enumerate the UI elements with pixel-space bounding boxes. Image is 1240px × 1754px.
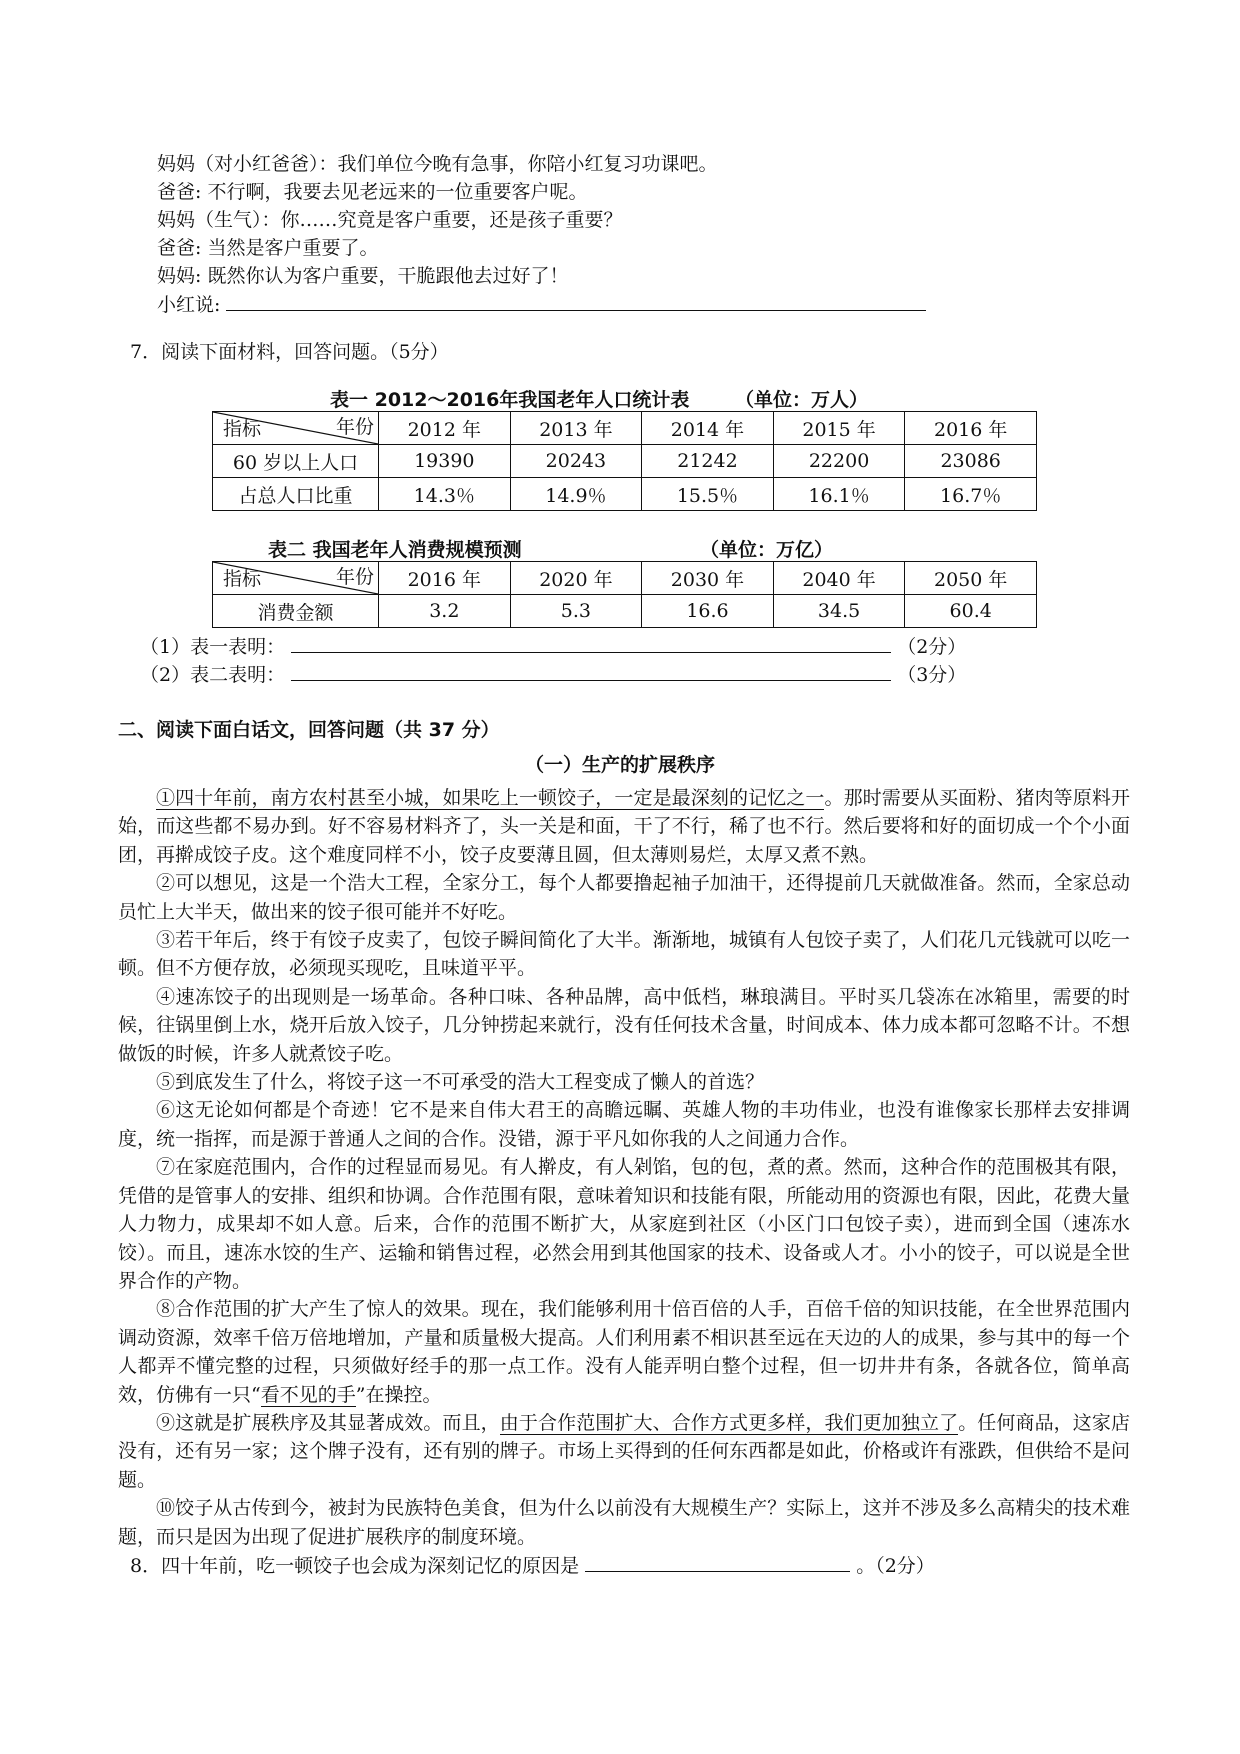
dialogue-line-4: 爸爸: 当然是客户重要了。 (157, 237, 379, 259)
table-cell: 60.4 (905, 595, 1037, 628)
paragraph-1-rest: 。那时需要从买面粉、猪肉等原料开始，而这些都不易办到。好不容易材料齐了，头一关是和面，干了不行，稀了也不行。然后要将和好的面切成一个个小面团，再擀成饺子皮。这个难度同样不小，饺子皮要薄且圆，但太薄则易烂，太厚又煮不熟。 (118, 787, 1130, 866)
table-cell: 14.9％ (510, 478, 642, 511)
table-cell: 19390 (379, 445, 511, 478)
paragraph-8 (118, 1295, 1130, 1409)
table1-year-cell: 2013 年 (510, 412, 642, 445)
article-title: （一）生产的扩展秩序 (524, 754, 715, 776)
dialogue-answer-line (157, 290, 926, 319)
q8-prefix: 8．四十年前，吃一顿饺子也会成为深刻记忆的原因是 (130, 1554, 580, 1577)
table-cell: 16.7％ (905, 478, 1037, 511)
q8-suffix: 。（2分） (856, 1554, 935, 1577)
q7-sub2-prefix: （2）表二表明： (140, 664, 286, 686)
table-cell: 5.3 (510, 595, 642, 628)
table1-year-cell: 2015 年 (773, 412, 905, 445)
table1-title: 表一 2012～2016年我国老年人口统计表 (330, 389, 690, 411)
q8 (130, 1551, 1130, 1580)
dialogue-answer-prefix: 小红说: (157, 294, 221, 316)
table-cell: 21242 (642, 445, 774, 478)
paragraph-2: ②可以想见，这是一个浩大工程，全家分工，每个人都要撸起袖子加油干，还得提前几天就做准备。然而，全家总动员忙上大半天，做出来的饺子很可能并不好吃。 (118, 872, 1130, 923)
table2-row-label: 消费金额 (213, 595, 379, 628)
paragraph-10: ⑩饺子从古传到今，被封为民族特色美食，但为什么以前没有大规模生产？实际上，这并不涉及多么高精尖的技术难题，而只是因为出现了促进扩展秩序的制度环境。 (118, 1497, 1130, 1548)
table1-corner-right: 年份 (335, 416, 374, 438)
paragraph-4: ④速冻饺子的出现则是一场革命。各种口味、各种品牌，高中低档，琳琅满目。平时买几袋冻在冰箱里，需要的时候，往锅里倒上水，烧开后放入饺子，几分钟捞起来就行，没有任何技术含量，时间成本、体力成本都可忽略不计。不想做饭的时候，许多人就煮饺子吃。 (118, 985, 1130, 1065)
paragraph-6: ⑥这无论如何都是个奇迹！它不是来自伟大君王的高瞻远瞩、英雄人物的丰功伟业，也没有谁像家长那样去安排调度，统一指挥，而是源于普通人之间的合作。没错，源于平凡如你我的人之间通力合作。 (118, 1099, 1130, 1150)
dialogue-line-3: 妈妈（生气）：你……究竟是客户重要，还是孩子重要？ (157, 209, 623, 231)
table2 (212, 561, 1037, 628)
table1-year-cell: 2014 年 (642, 412, 774, 445)
q8-blank[interactable] (585, 1551, 850, 1572)
q7-sub1-prefix: （1）表一表明： (140, 636, 286, 658)
dialogue-answer-blank[interactable] (226, 290, 926, 311)
table1-row-label: 占总人口比重 (213, 478, 379, 511)
section2-heading: 二、阅读下面白话文，回答问题（共 37 分） (118, 719, 500, 741)
table2-corner-right: 年份 (335, 566, 374, 588)
table-row (213, 445, 1037, 478)
q7-sub1 (140, 632, 966, 661)
table1-corner-cell (213, 412, 379, 445)
table2-corner-left: 指标 (223, 568, 262, 590)
paragraph-3: ③若干年后，终于有饺子皮卖了，包饺子瞬间简化了大半。渐渐地，城镇有人包饺子卖了，人们花几元钱就可以吃一顿。但不方便存放，必须现买现吃，且味道平平。 (118, 929, 1130, 980)
table2-corner-cell (213, 562, 379, 595)
q7-sub1-blank[interactable] (291, 632, 891, 653)
paragraph-5: ⑤到底发生了什么，将饺子这一不可承受的浩大工程变成了懒人的首选？ (156, 1071, 765, 1094)
dialogue-line-2: 爸爸: 不行啊，我要去见老远来的一位重要客户呢。 (157, 181, 588, 203)
table1-corner-left: 指标 (223, 418, 262, 440)
q7-sub2 (140, 660, 966, 689)
dialogue-line-1: 妈妈（对小红爸爸）：我们单位今晚有急事，你陪小红复习功课吧。 (157, 153, 718, 175)
q7-sub2-score: （3分） (897, 664, 967, 686)
table2-year-cell: 2030 年 (642, 562, 774, 595)
table1-year-cell: 2012 年 (379, 412, 511, 445)
q7-stem: 7．阅读下面材料，回答问题。（5分） (130, 341, 449, 363)
paragraph-9-part-b: 。任何商品，这家店没有，还有另一家；这个牌子没有，还有别的牌子。市场上买得到的任何东西都是如此，价格或许有涨跌，但供给不是问题。 (118, 1411, 1130, 1491)
table-cell: 22200 (773, 445, 905, 478)
table-cell: 16.6 (642, 595, 774, 628)
article-body (118, 784, 1130, 1580)
table1-header-row (213, 412, 1037, 445)
paragraph-1 (118, 784, 1130, 869)
underlined-sentence: 由于合作范围扩大、合作方式更多样，我们更加独立了 (499, 1411, 959, 1434)
table-row (213, 478, 1037, 511)
table-cell: 15.5％ (642, 478, 774, 511)
table2-year-cell: 2020 年 (510, 562, 642, 595)
table-cell: 16.1％ (773, 478, 905, 511)
table2-header-row (213, 562, 1037, 595)
table2-year-cell: 2040 年 (773, 562, 905, 595)
table1-unit: （单位：万人） (735, 389, 869, 411)
table2-year-cell: 2050 年 (905, 562, 1037, 595)
table-cell: 3.2 (379, 595, 511, 628)
table-cell: 34.5 (773, 595, 905, 628)
paragraph-8-part-a: ⑧合作范围的扩大产生了惊人的效果。现在，我们能够利用十倍百倍的人手，百倍千倍的知识技能，在全世界范围内调动资源，效率千倍万倍地增加，产量和质量极大提高。人们利用素不相识甚至远在天边的人的成果，参与其中的每一个人都弄不懂完整的过程，只须做好经手的那一点工作。没有人能弄明白整个过程，但一切井井有条，各就各位，简单高效，仿佛有一只“ (118, 1298, 1130, 1406)
table-row (213, 595, 1037, 628)
table2-title: 表二 我国老年人消费规模预测 (268, 539, 522, 561)
table1-year-cell: 2016 年 (905, 412, 1037, 445)
table1 (212, 411, 1037, 511)
dialogue-line-5: 妈妈: 既然你认为客户重要，干脆跟他去过好了！ (157, 265, 569, 287)
paragraph-7: ⑦在家庭范围内，合作的过程显而易见。有人擀皮，有人剁馅，包的包，煮的煮。然而，这种合作的范围极其有限，凭借的是管事人的安排、组织和协调。合作范围有限，意味着知识和技能有限，所能动用的资源也有限，因此，花费大量人力物力，成果却不如人意。后来，合作的范围不断扩大，从家庭到社区（小区门口包饺子卖），进而到全国（速冻水饺）。而且，速冻水饺的生产、运输和销售过程，必然会用到其他国家的技术、设备或人才。小小的饺子，可以说是全世界合作的产物。 (118, 1156, 1130, 1292)
paragraph-9 (118, 1409, 1130, 1494)
underlined-sentence: ①四十年前，南方农村甚至小城，如果吃上一顿饺子，一定是最深刻的记忆之一 (156, 787, 825, 809)
table2-year-cell: 2016 年 (379, 562, 511, 595)
paragraph-8-part-b: ”在操控。 (355, 1383, 442, 1406)
paragraph-9-part-a: ⑨这就是扩展秩序及其显著成效。而且， (156, 1411, 500, 1434)
table-cell: 20243 (510, 445, 642, 478)
table2-unit: （单位：万亿） (700, 539, 834, 561)
table1-row-label: 60 岁以上人口 (213, 445, 379, 478)
q7-sub2-blank[interactable] (291, 660, 891, 681)
table-cell: 14.3％ (379, 478, 511, 511)
q7-sub1-score: （2分） (897, 636, 967, 658)
table-cell: 23086 (905, 445, 1037, 478)
underlined-phrase: 看不见的手 (260, 1383, 356, 1406)
